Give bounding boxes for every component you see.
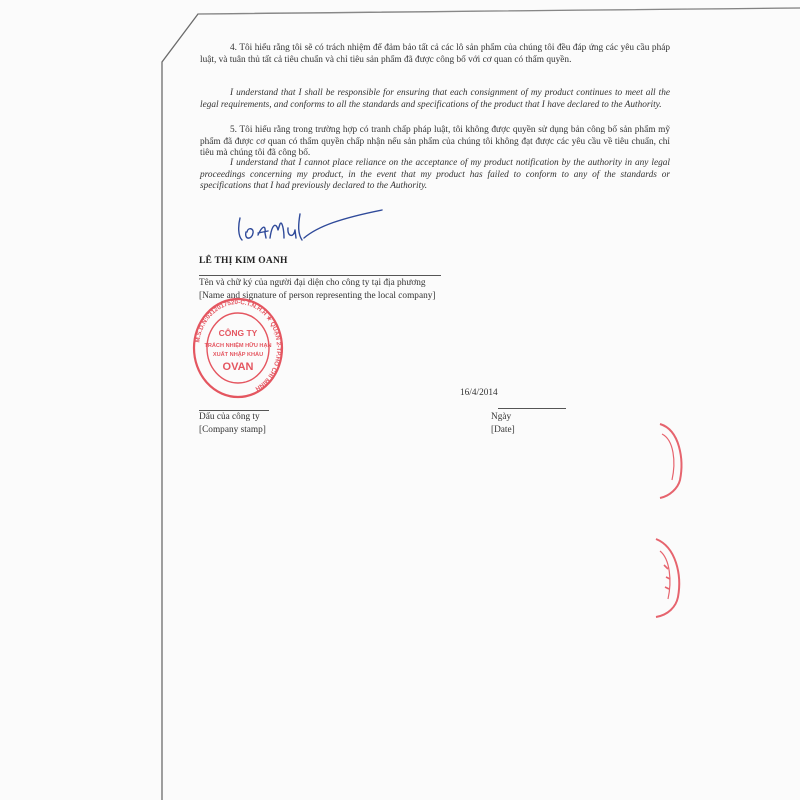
signature-line [199, 275, 441, 276]
company-stamp [192, 296, 284, 400]
date-line [498, 408, 566, 409]
signatory-caption-english: [Name and signature of person representing the local company] [199, 291, 436, 301]
company-stamp-label-english: [Company stamp] [199, 425, 266, 435]
paragraph-4-vietnamese: 4. Tôi hiểu rằng tôi sẽ có trách nhiệm để đảm bảo tất cả các lô sản phẩm của chúng tôi đều đáp ứng các yêu cầu pháp luật, và tuân thủ tất cả tiêu chuẩn và chỉ tiêu sản phẩm đã được công bố với cơ quan có thẩm quyền. [200, 43, 670, 65]
svg-text:TRÁCH NHIỆM HỮU HẠN: TRÁCH NHIỆM HỮU HẠN [204, 343, 272, 349]
handwritten-signature [232, 200, 402, 250]
partial-seal-stamp-lower [648, 535, 688, 620]
date-label-english: [Date] [491, 425, 515, 435]
date-label-vietnamese: Ngày [491, 412, 512, 422]
svg-text:M.S.D.N:0312017520-C.T.N.H.H ★: M.S.D.N:0312017520-C.T.N.H.H ★ QUẬN 2-TP.HỒ CHÍ MINH [194, 298, 283, 392]
paragraph-5-vietnamese: 5. Tôi hiểu rằng trong trường hợp có tranh chấp pháp luật, tôi không được quyền sử dụng bản công bố sản phẩm mỹ phẩm đã được cơ quan có thẩm quyền chấp nhận nếu sản phẩm của chúng tôi không đạt được các yêu cầu về tiêu chuẩn, chỉ tiêu mà chúng tôi đã công bố. [200, 125, 670, 159]
partial-seal-stamp-upper [650, 420, 690, 500]
company-stamp-label-vietnamese: Dấu của công ty [199, 412, 260, 422]
svg-text:OVAN: OVAN [222, 361, 254, 373]
signature-date: 16/4/2014 [460, 388, 498, 398]
svg-text:XUẤT NHẬP KHẨU: XUẤT NHẬP KHẨU [212, 352, 264, 358]
svg-text:CÔNG TY: CÔNG TY [218, 328, 258, 338]
paragraph-4-english: I understand that I shall be responsible for ensuring that each consignment of my product continues to meet all the legal requirements, and conforms to all the standards and specifications of the product that I have declared to the Authority. [200, 88, 670, 110]
paragraph-5-english: I understand that I cannot place reliance on the acceptance of my product notification by the authority in any legal proceedings concerning my product, in the event that my product has failed to conform to any of the standards or specifications that I had previously declared to the Authority. [200, 158, 670, 192]
signatory-name: LÊ THỊ KIM OANH [199, 256, 288, 266]
signatory-caption-vietnamese: Tên và chữ ký của người đại diện cho công ty tại địa phương [199, 278, 426, 288]
stamp-line [199, 410, 269, 411]
